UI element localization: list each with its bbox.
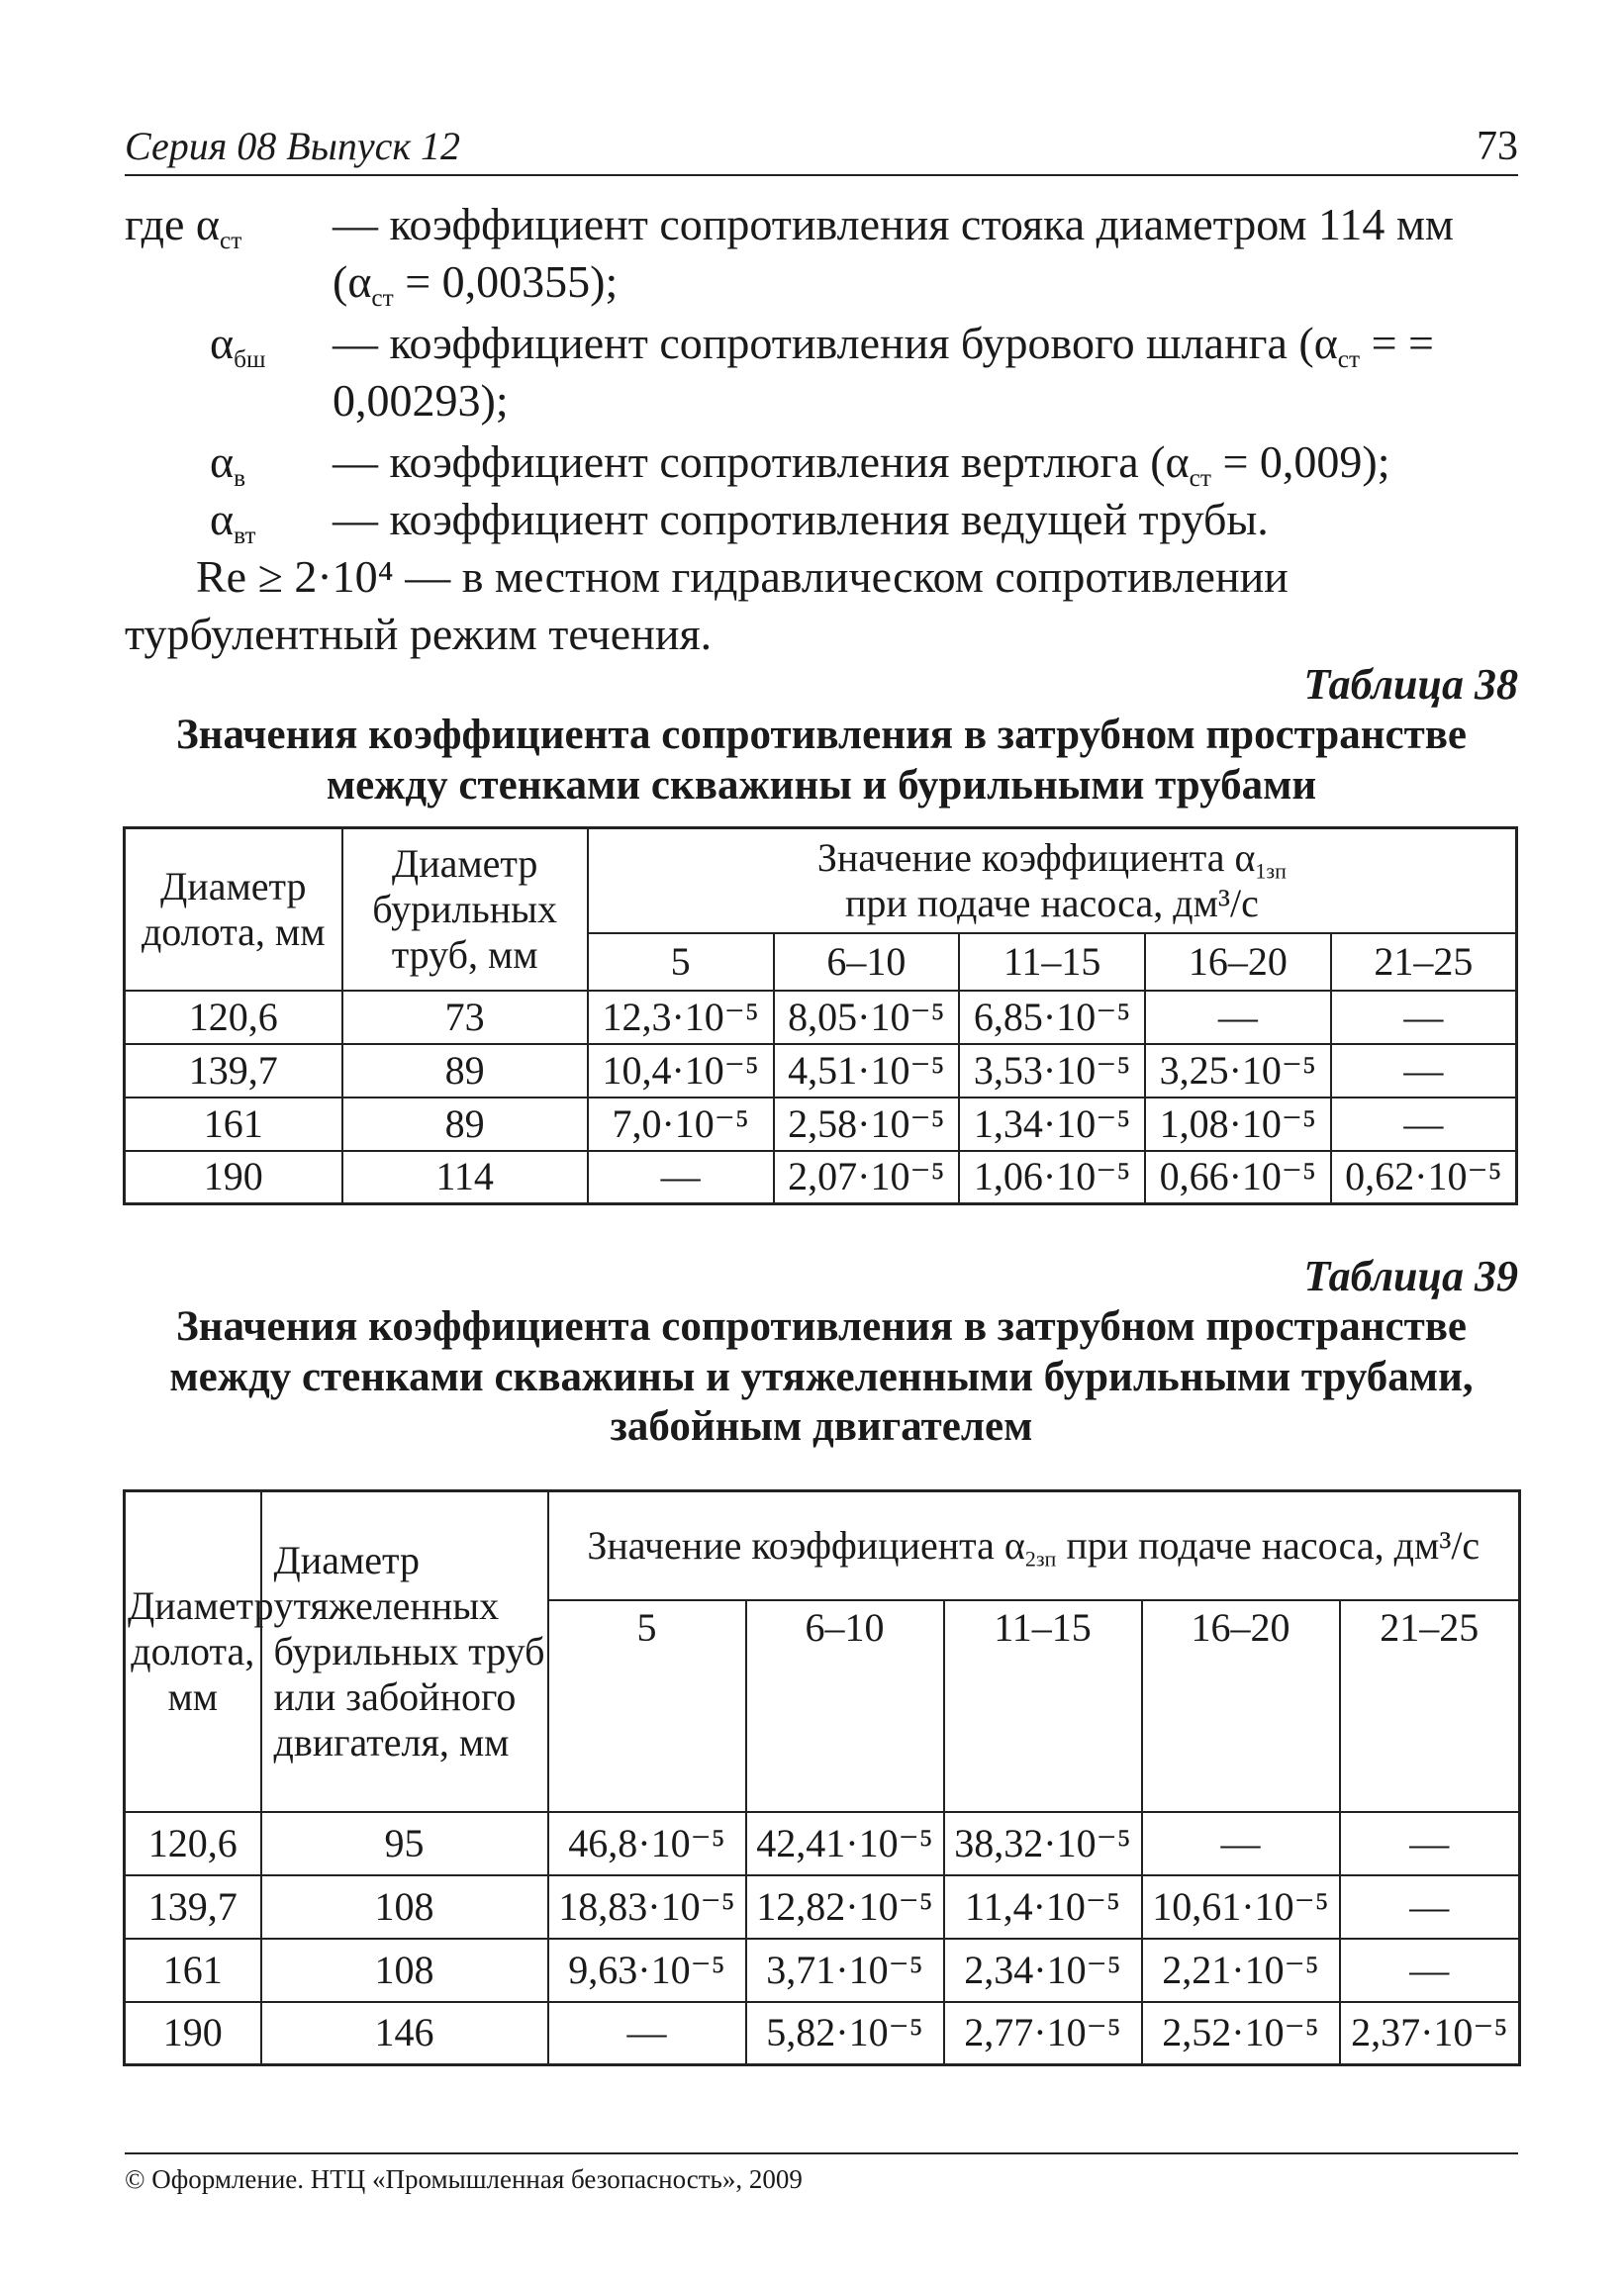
definition-symbol: где $\alpha_{ст}$ (125, 199, 242, 254)
definition-symbol: $\alpha_в$ (210, 436, 246, 492)
coefficient-cell: — (1331, 991, 1517, 1044)
table-38-label: Таблица 38 (1303, 660, 1518, 709)
definition-alpha-vt (125, 491, 1518, 550)
definition-text: — коэффициент сопротивления бурового шланга ($\alpha_{ст}$ = = 0,00293); (333, 318, 1434, 427)
coefficient-cell: 0,62·10⁻⁵ (1331, 1151, 1517, 1204)
flow-rate-header: 5 (588, 933, 774, 991)
table-39-title: Значения коэффициента сопротивления в затрубном пространстве между стенками скважины и утяжеленными бурильными трубами, забойным двигателем (169, 1303, 1474, 1451)
bit-diameter-cell: 139,7 (125, 1044, 342, 1097)
header-bit-diameter: Диаметр долота, мм (125, 1491, 261, 1812)
flow-rate-header: 6–10 (746, 1600, 944, 1812)
coefficient-cell: 2,37·10⁻⁵ (1340, 2002, 1520, 2065)
flow-rate-header: 11–15 (944, 1600, 1142, 1812)
coefficient-cell: 2,21·10⁻⁵ (1142, 1939, 1340, 2002)
bit-diameter-cell: 139,7 (125, 1875, 261, 1939)
coefficient-cell: 1,06·10⁻⁵ (959, 1151, 1145, 1204)
bit-diameter-cell: 190 (125, 2002, 261, 2065)
pipe-diameter-cell: 95 (261, 1812, 548, 1875)
coefficient-cell: 0,66·10⁻⁵ (1145, 1151, 1331, 1204)
coefficient-cell: 3,71·10⁻⁵ (746, 1939, 944, 2002)
reynolds-paragraph: Re ≥ 2·10⁴ — в местном гидравлическом сопротивлении турбулентный режим течения. (125, 551, 1289, 660)
table-row (125, 1875, 1520, 1939)
flow-rate-header: 6–10 (774, 933, 960, 991)
coefficient-cell: 2,52·10⁻⁵ (1142, 2002, 1340, 2065)
bit-diameter-cell: 161 (125, 1939, 261, 2002)
definition-alpha-v (125, 433, 1518, 493)
coefficient-cell: — (1331, 1097, 1517, 1151)
definition-symbol: $\alpha_{бш}$ (210, 318, 266, 373)
definition-text: — коэффициент сопротивления вертлюга $(\alpha_{ст} = 0,009)$; (333, 436, 1390, 492)
coefficient-cell: 2,77·10⁻⁵ (944, 2002, 1142, 2065)
table-39-label: Таблица 39 (1303, 1252, 1518, 1300)
table-row (125, 1044, 1517, 1097)
coefficient-cell: 2,07·10⁻⁵ (774, 1151, 960, 1204)
flow-rate-header: 5 (548, 1600, 746, 1812)
bit-diameter-cell: 161 (125, 1097, 342, 1151)
table-row (125, 991, 1517, 1044)
flow-rate-header: 16–20 (1145, 933, 1331, 991)
coefficient-cell: — (1145, 991, 1331, 1044)
table-38 (123, 826, 1518, 1205)
pipe-diameter-cell: 108 (261, 1875, 548, 1939)
coefficient-cell: 3,53·10⁻⁵ (959, 1044, 1145, 1097)
pipe-diameter-cell: 114 (342, 1151, 588, 1204)
coefficient-cell: — (1340, 1812, 1520, 1875)
coefficient-cell: 4,51·10⁻⁵ (774, 1044, 960, 1097)
coefficient-cell: 46,8·10⁻⁵ (548, 1812, 746, 1875)
running-header (125, 119, 1518, 176)
header-coefficient: Значение коэффициента $\alpha_{1зп}$ при подаче насоса, дм³/с (588, 828, 1517, 933)
coefficient-cell: 12,82·10⁻⁵ (746, 1875, 944, 1939)
table-39 (123, 1489, 1521, 2066)
table-row (125, 1097, 1517, 1151)
flow-rate-header: 16–20 (1142, 1600, 1340, 1812)
coefficient-cell: — (1340, 1939, 1520, 2002)
definition-text: — коэффициент сопротивления стояка диаметром 114 мм $(\alpha_{ст} = 0,00355)$; (333, 199, 1455, 313)
pipe-diameter-cell: 108 (261, 1939, 548, 2002)
coefficient-cell: 11,4·10⁻⁵ (944, 1875, 1142, 1939)
series-title: Серия 08 Выпуск 12 (125, 124, 461, 168)
coefficient-cell: — (1142, 1812, 1340, 1875)
bit-diameter-cell: 190 (125, 1151, 342, 1204)
definition-symbol: $\alpha_{вт}$ (210, 494, 256, 549)
flow-rate-header: 21–25 (1340, 1600, 1520, 1812)
table-row (125, 1939, 1520, 2002)
header-bit-diameter: Диаметр долота, мм (125, 828, 342, 991)
definition-text: — коэффициент сопротивления ведущей трубы. (333, 494, 1269, 544)
definition-alpha-bsh (125, 315, 1518, 433)
table-row (125, 1812, 1520, 1875)
table-row (125, 1151, 1517, 1204)
coefficient-cell: 2,34·10⁻⁵ (944, 1939, 1142, 2002)
header-pipe-diameter: Диаметр утяжеленных бурильных труб или забойного двигателя, мм (261, 1491, 548, 1812)
coefficient-cell: 7,0·10⁻⁵ (588, 1097, 774, 1151)
copyright-footer (125, 2152, 1518, 2195)
coefficient-cell: 1,08·10⁻⁵ (1145, 1097, 1331, 1151)
definition-alpha-st (125, 196, 1518, 315)
pipe-diameter-cell: 146 (261, 2002, 548, 2065)
coefficient-cell: — (1331, 1044, 1517, 1097)
coefficient-cell: 2,58·10⁻⁵ (774, 1097, 960, 1151)
coefficient-cell: 18,83·10⁻⁵ (548, 1875, 746, 1939)
coefficient-cell: 6,85·10⁻⁵ (959, 991, 1145, 1044)
coefficient-cell: 5,82·10⁻⁵ (746, 2002, 944, 2065)
coefficient-cell: 42,41·10⁻⁵ (746, 1812, 944, 1875)
coefficient-cell: 8,05·10⁻⁵ (774, 991, 960, 1044)
coefficient-cell: 9,63·10⁻⁵ (548, 1939, 746, 2002)
pipe-diameter-cell: 89 (342, 1044, 588, 1097)
header-coefficient: Значение коэффициента $\alpha_{2зп}$ при подаче насоса, дм³/с (548, 1491, 1520, 1600)
copyright-text: © Оформление. НТЦ «Промышленная безопасность», 2009 (125, 2164, 803, 2194)
coefficient-cell: — (588, 1151, 774, 1204)
pipe-diameter-cell: 89 (342, 1097, 588, 1151)
header-pipe-diameter: Диаметр бурильных труб, мм (342, 828, 588, 991)
bit-diameter-cell: 120,6 (125, 991, 342, 1044)
table-row (125, 2002, 1520, 2065)
pipe-diameter-cell: 73 (342, 991, 588, 1044)
coefficient-cell: — (548, 2002, 746, 2065)
flow-rate-header: 21–25 (1331, 933, 1517, 991)
coefficient-cell: 3,25·10⁻⁵ (1145, 1044, 1331, 1097)
flow-rate-header: 11–15 (959, 933, 1145, 991)
bit-diameter-cell: 120,6 (125, 1812, 261, 1875)
coefficient-cell: 10,61·10⁻⁵ (1142, 1875, 1340, 1939)
page-number: 73 (1477, 124, 1518, 169)
coefficient-cell: 1,34·10⁻⁵ (959, 1097, 1145, 1151)
coefficient-cell: 10,4·10⁻⁵ (588, 1044, 774, 1097)
coefficient-cell: 12,3·10⁻⁵ (588, 991, 774, 1044)
coefficient-cell: 38,32·10⁻⁵ (944, 1812, 1142, 1875)
coefficient-cell: — (1340, 1875, 1520, 1939)
table-38-title: Значения коэффициента сопротивления в затрубном пространстве между стенками скважины и бурильными трубами (175, 712, 1468, 809)
